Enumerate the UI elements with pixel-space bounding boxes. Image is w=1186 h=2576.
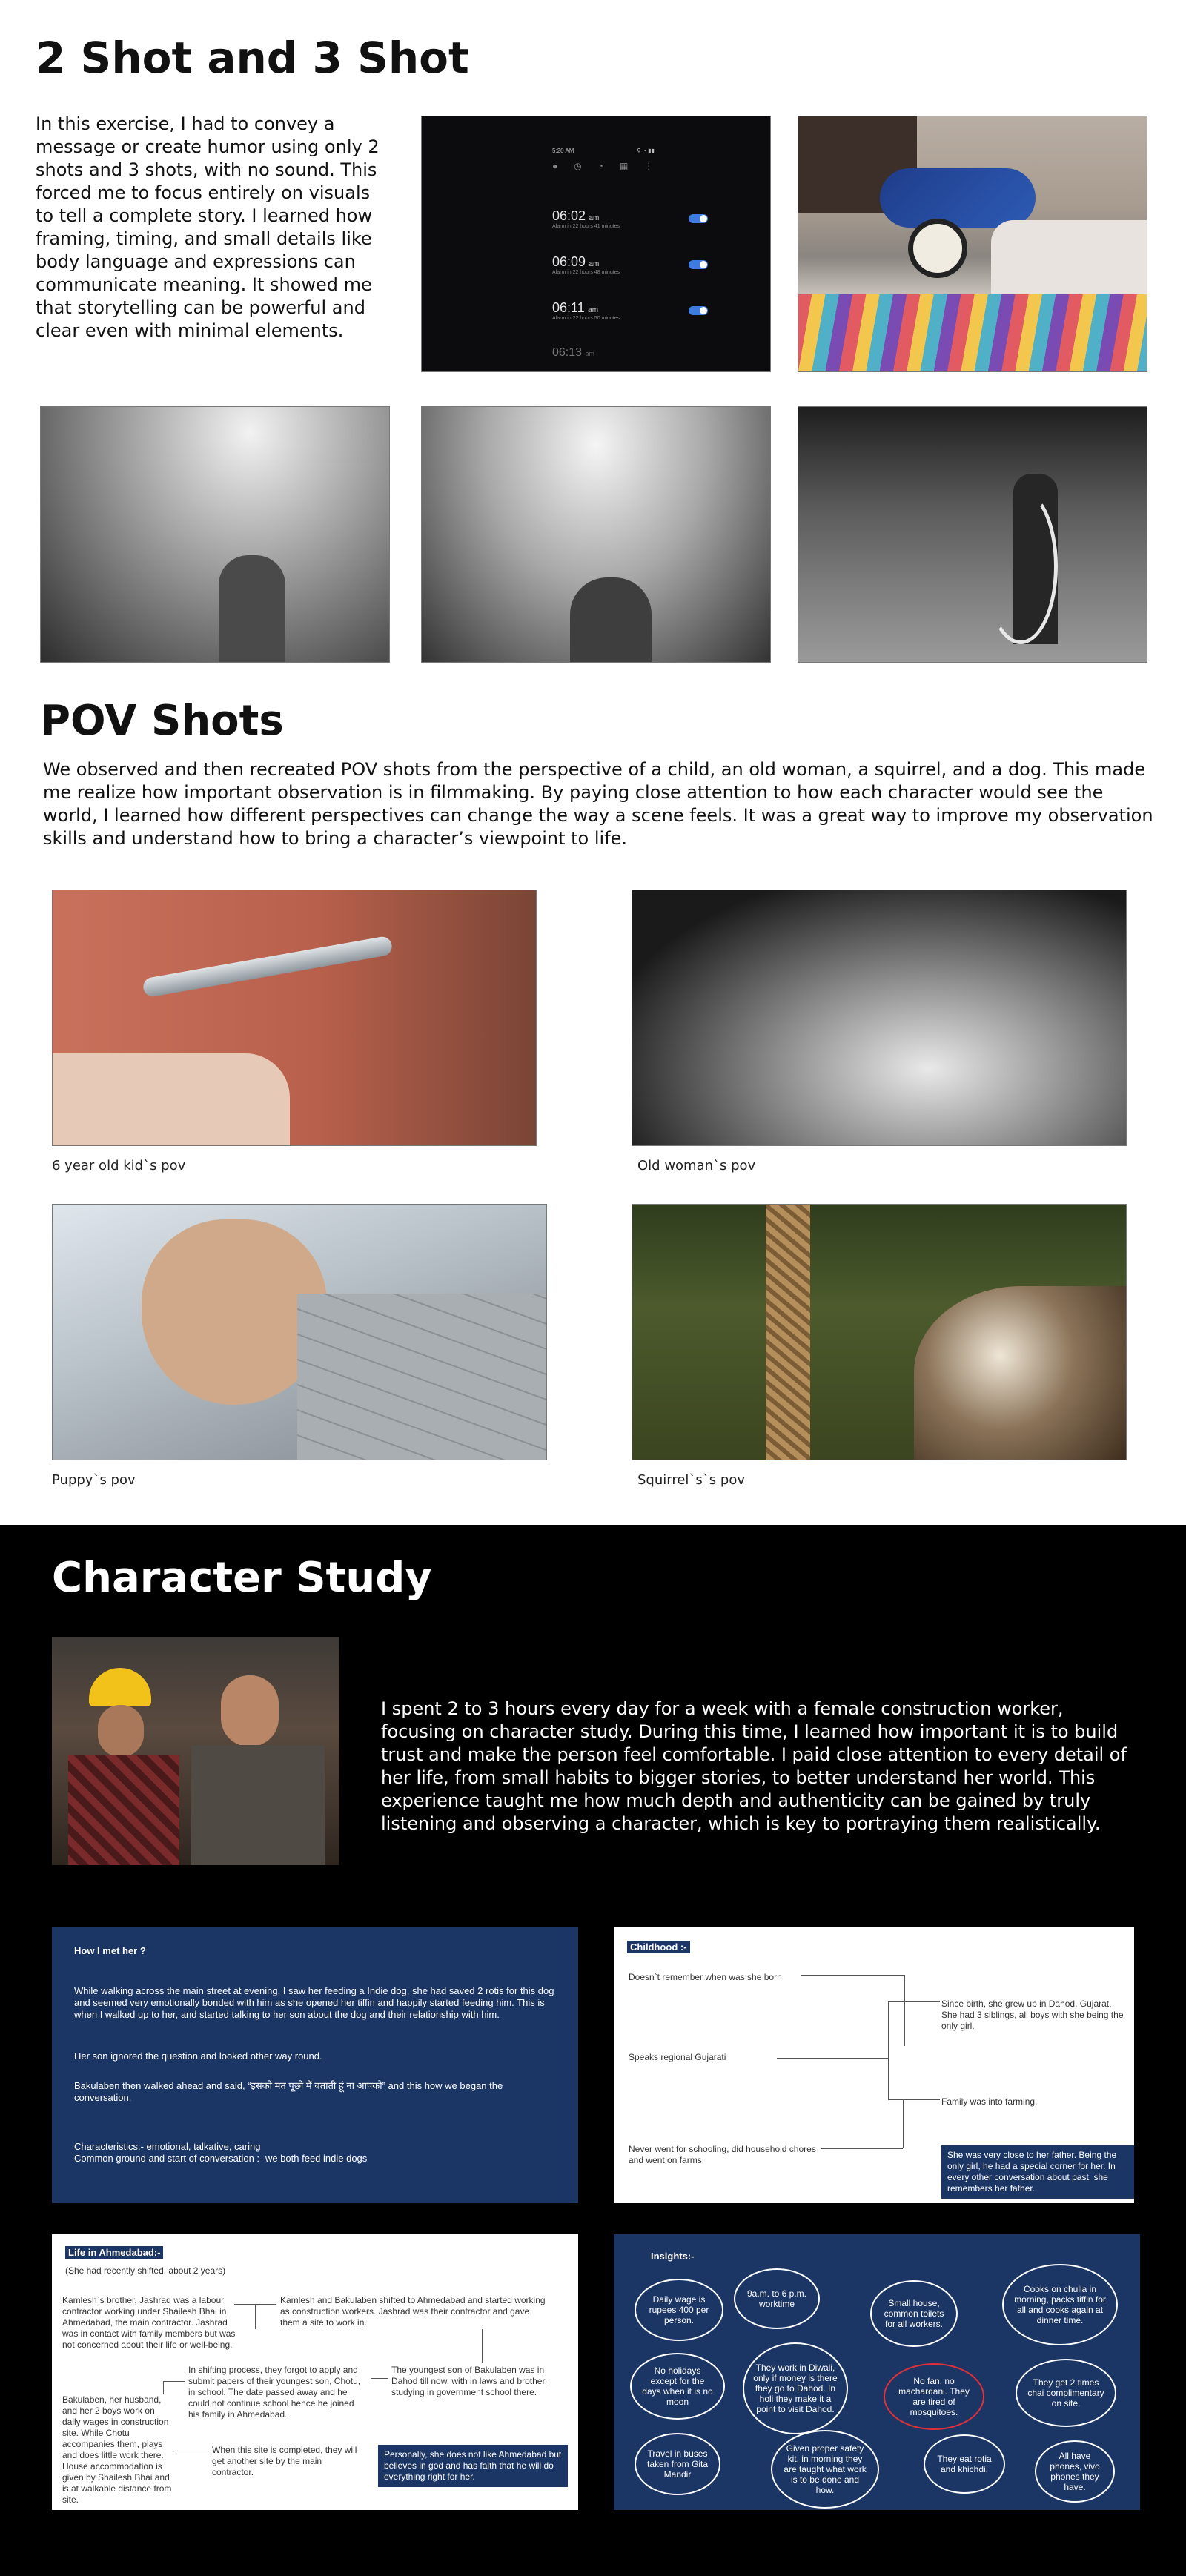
insights-title: Insights:- xyxy=(651,2251,695,2262)
insight-safety-kit: Given proper safety kit, in morning they are taught what work is to be done and how. xyxy=(771,2430,879,2509)
alarm-row-2: 06:09 am Alarm in 22 hours 48 minutes xyxy=(552,254,708,275)
insight-travel: Travel in buses taken from Gita Mandir xyxy=(635,2433,720,2495)
alarm-time-3: 06:11 xyxy=(552,300,585,315)
how-met-paragraph-3: Bakulaben then walked ahead and said, “इसको मत पूछो मैं बताती हूं ना आपको” and this how we began the conversation. xyxy=(74,2080,503,2103)
pov-description: We observed and then recreated POV shots from the perspective of a child, an old woman, a squirrel, and a dog. This made me realize how important observation is in filmmaking. By paying close attention to how each character would see the world, I learned how different perspectives can change the way a scene feels. It was a great way to improve my observation skills and understand how to bring a character’s viewpoint to life. xyxy=(43,759,1153,849)
life-title: Life in Ahmedabad:- xyxy=(65,2246,163,2259)
childhood-card xyxy=(614,1927,1134,2203)
pov-title: POV Shots xyxy=(40,697,284,745)
childhood-title: Childhood :- xyxy=(627,1941,690,1953)
childhood-born: Doesn`t remember when was she born xyxy=(629,1972,782,1982)
alarm-time-2: 06:09 xyxy=(552,254,586,269)
alarm-clock-icon xyxy=(908,219,967,278)
how-met-title: How I met her ? xyxy=(74,1945,146,1956)
life-note-shifted: Kamlesh and Bakulaben shifted to Ahmedabad and started working as construction workers. Jashrad was their contractor and gave them a site to work in. xyxy=(280,2295,546,2328)
worker-helmet xyxy=(89,1668,151,1706)
alarm-toggle-1[interactable] xyxy=(689,214,708,223)
garden-photo-2 xyxy=(421,406,771,663)
how-met-paragraph-2: Her son ignored the question and looked other way round. xyxy=(74,2050,322,2062)
alarm-row-4: 06:13 am xyxy=(552,346,595,359)
person-silhouette xyxy=(570,577,652,662)
insight-worktime: 9a.m. to 6 p.m. worktime xyxy=(734,2268,820,2329)
two-shot-description: In this exercise, I had to convey a message or create humor using only 2 shots and 3 shots, with no sound. This forced me to focus entirely on visuals to tell a complete story. I learned how framing, timing, and small details like body language and expressions can communicate meaning. It showed me that storytelling can be powerful and clear even with minimal elements. xyxy=(36,113,380,341)
life-note-school: In shifting process, they forgot to apply and submit papers of their youngest son, Chotu, in school. The date passed away and he could not continue school hence he joined his family in Ahmedabad. xyxy=(188,2365,361,2420)
garden-photo-3 xyxy=(798,406,1147,663)
common-ground: Common ground and start of conversation :- we both feed indie dogs xyxy=(74,2153,368,2164)
caption-squirrel-pov: Squirrel`s`s pov xyxy=(637,1472,745,1488)
life-connector xyxy=(371,2378,388,2379)
how-met-paragraph-1: While walking across the main street at evening, I saw her feeding a Indie dog, she had saved 2 rotis for this dog and seemed very emotionally bonded with him as she opened her tiffin and happily started feeding him. This is when I walked up to her, and started talking to her son about the dog and their relationship with him. xyxy=(74,1985,554,2020)
childhood-connector xyxy=(903,2099,904,2148)
childhood-father-highlight: She was very close to her father. Being the only girl, he had a special corner for her. In every other conversation about past, she remembers her father. xyxy=(941,2145,1134,2199)
clock-tab-icons: ●◷◔▦⋮ xyxy=(552,161,670,171)
insight-small-house: Small house, common toilets for all workers. xyxy=(870,2280,958,2347)
life-connector xyxy=(482,2329,483,2363)
childhood-connector xyxy=(777,2058,888,2059)
character-description: I spent 2 to 3 hours every day for a week with a female construction worker, focusing on character study. During this time, I learned how important it is to build trust and make the person feel comfortable. I paid close attention to every detail of her life, from small habits to bigger stories, to better understand her world. This experience taught me how much depth and authenticity can be gained by truly listening and observing a character, which is key to portraying them realistically. xyxy=(381,1698,1127,1834)
life-subtitle: (She had recently shifted, about 2 years) xyxy=(65,2265,226,2276)
two-shot-title: 2 Shot and 3 Shot xyxy=(36,33,469,83)
tiles xyxy=(297,1294,546,1460)
status-icons: ⚲ ◔ ▮▮ xyxy=(637,148,655,154)
alarm-time-4: 06:13 xyxy=(552,346,583,359)
caption-kid-pov: 6 year old kid`s pov xyxy=(52,1158,186,1173)
worker-face xyxy=(98,1705,144,1757)
life-note-next-site: When this site is completed, they will get another site by the main contractor. xyxy=(212,2445,357,2477)
pov-photo-kid xyxy=(52,890,537,1146)
childhood-schooling: Never went for schooling, did household chores and went on farms. xyxy=(629,2144,816,2165)
childhood-connector xyxy=(888,2099,940,2100)
insight-no-holidays: No holidays except for the days when it is no moon xyxy=(630,2353,725,2420)
pov-photo-squirrel xyxy=(632,1204,1127,1460)
insight-daily-wage: Daily wage is rupees 400 per person. xyxy=(635,2279,723,2341)
characteristics: Characteristics:- emotional, talkative, caring xyxy=(74,2141,261,2152)
squirrel-tail xyxy=(914,1286,1127,1460)
alarm-screenshot xyxy=(421,116,771,372)
companion-clothes xyxy=(191,1745,325,1865)
insight-diwali-holi: They work in Diwali, only if money is there they go to Dahod. In holi they make it a point to visit Dahod. xyxy=(743,2342,848,2434)
how-met-card xyxy=(52,1927,578,2203)
worker-clothes xyxy=(68,1755,179,1865)
rope xyxy=(766,1205,810,1460)
insight-food: They eat rotia and khichdi. xyxy=(924,2434,1005,2494)
childhood-connector xyxy=(888,2001,940,2002)
pov-photo-puppy xyxy=(52,1204,547,1460)
life-connector xyxy=(255,2304,256,2329)
alarm-row-1: 06:02 am Alarm in 22 hours 41 minutes xyxy=(552,208,708,229)
life-connector xyxy=(163,2381,185,2382)
life-note-daily-wages: Bakulaben, her husband, and her 2 boys work on daily wages in construction site. While Chotu accompanies them, plays and does little work there. House accommodation is given by Shailesh Bhai and is at walkable distance from site. xyxy=(62,2394,172,2505)
caption-puppy-pov: Puppy`s pov xyxy=(52,1472,136,1488)
character-photo xyxy=(52,1637,339,1865)
door-latch xyxy=(142,936,393,999)
insight-chai: They get 2 times chai complimentary on site. xyxy=(1016,2359,1116,2427)
alarm-row-3: 06:11 am Alarm in 22 hours 50 minutes xyxy=(552,300,708,321)
childhood-connector xyxy=(821,2148,903,2149)
life-card xyxy=(52,2234,578,2510)
life-note-jashrad: Kamlesh`s brother, Jashrad was a labour contractor working under Shailesh Bhai in Ahmedabad, the main contractor. Jashrad was in contact with family members but was not concerned about their life or well-being. xyxy=(62,2295,236,2350)
alarm-time-1: 06:02 xyxy=(552,208,586,223)
hand xyxy=(53,1053,290,1145)
caption-old-woman-pov: Old woman`s pov xyxy=(637,1158,756,1173)
bed-alarm-clock-photo xyxy=(798,116,1147,372)
life-note-youngest-son: The youngest son of Bakulaben was in Dahod till now, with in laws and brother, studying in government school there. xyxy=(391,2365,548,2397)
childhood-connector xyxy=(888,2001,889,2099)
companion-face xyxy=(221,1675,279,1746)
insight-no-fan: No fan, no machardani. They are tired of mosquitoes. xyxy=(884,2363,984,2430)
hose-pipe xyxy=(984,489,1058,644)
insights-card xyxy=(614,2234,1140,2510)
insight-phones: All have phones, vivo phones they have. xyxy=(1035,2440,1115,2503)
childhood-language: Speaks regional Gujarati xyxy=(629,2052,726,2062)
pov-photo-old-woman xyxy=(632,890,1127,1146)
alarm-toggle-3[interactable] xyxy=(689,306,708,315)
status-bar-time: 5:20 AM xyxy=(552,148,574,154)
childhood-connector xyxy=(801,1975,904,1976)
insight-cooks-on-chulla: Cooks on chulla in morning, packs tiffin for all and cooks again at dinner time. xyxy=(1002,2264,1118,2345)
childhood-farming: Family was into farming, xyxy=(941,2096,1038,2107)
pillow xyxy=(880,168,1036,228)
bedsheet xyxy=(798,294,1147,371)
alarm-toggle-2[interactable] xyxy=(689,260,708,269)
life-connector xyxy=(163,2381,164,2394)
childhood-dahod: Since birth, she grew up in Dahod, Gujarat. She had 3 siblings, all boys with she being the only girl. xyxy=(941,1999,1124,2031)
life-highlight: Personally, she does not like Ahmedabad but believes in god and has faith that he will do everything right for her. xyxy=(378,2445,568,2487)
childhood-connector xyxy=(904,1975,905,2046)
person-silhouette xyxy=(219,555,285,662)
garden-photo-1 xyxy=(40,406,390,663)
character-study-title: Character Study xyxy=(52,1554,432,1602)
